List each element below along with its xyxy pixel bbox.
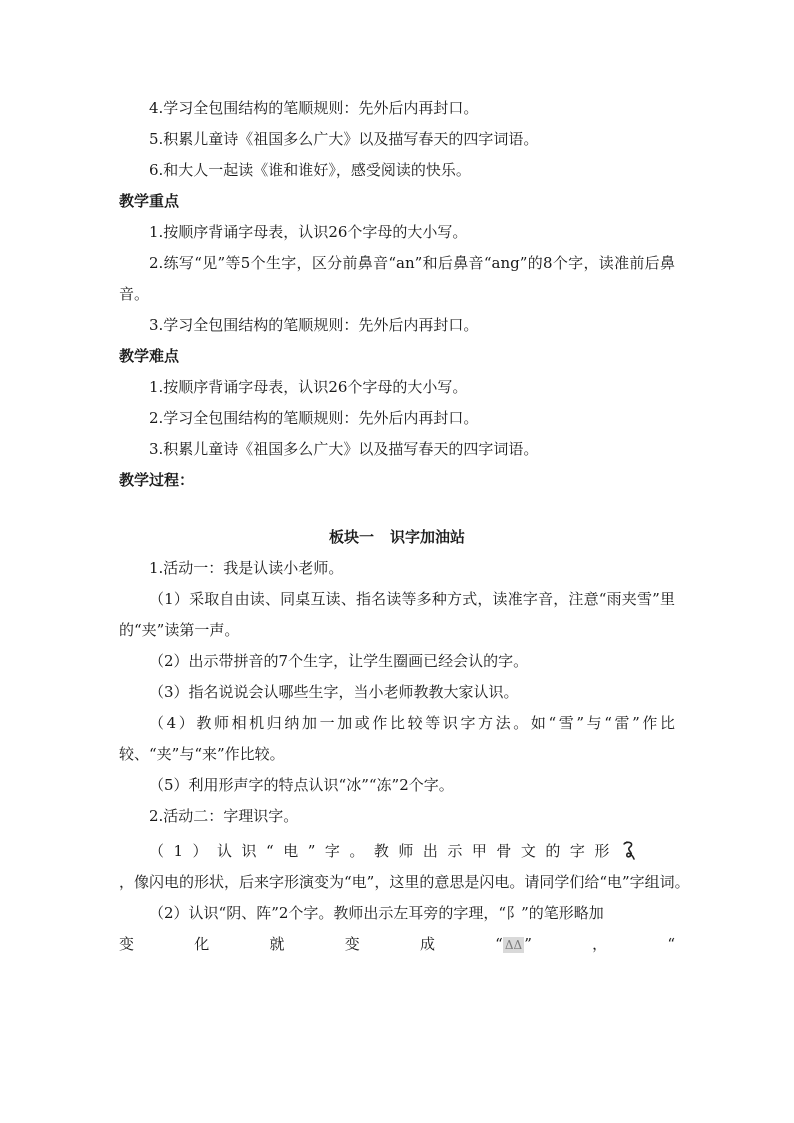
key-point-2: 2.练写“见”等5个生字，区分前鼻音“an”和后鼻音“ang”的8个字，读准前后鼻音。 [119, 254, 675, 303]
activity-1-item-2: （2）出示带拼音的7个生字，让学生圈画已经会认的字。 [149, 652, 529, 670]
objective-4: 4.学习全包围结构的笔顺规则：先外后内再封口。 [149, 99, 479, 117]
comma: ， [592, 935, 608, 953]
activity-1-item-1: （1）采取自由读、同桌互读、指名读等多种方式，读准字音，注意“雨夹雪”里的“夹”读第一声。 [119, 590, 675, 639]
word-hua: 化 [194, 935, 210, 953]
oracle-bone-lightning-icon [621, 840, 639, 862]
ancient-form-quote [495, 929, 532, 960]
process-heading: 教学过程： [119, 471, 195, 489]
document-page [119, 93, 690, 960]
activity-2-item-1 [119, 836, 675, 867]
activity-2: 2.活动二：字理识字。 [149, 807, 299, 825]
word-jiu: 就 [269, 935, 285, 953]
difficulty-3: 3.积累儿童诗《祖国多么广大》以及描写春天的四字词语。 [149, 440, 539, 458]
ancient-form-image: ΔΔ [504, 938, 523, 952]
word-cheng: 成 [419, 935, 435, 953]
word-bian: 变 [119, 935, 135, 953]
quote-close: ” [524, 935, 532, 953]
activity-1: 1.活动一：我是认读小老师。 [149, 559, 344, 577]
objective-5: 5.积累儿童诗《祖国多么广大》以及描写春天的四字词语。 [149, 130, 539, 148]
activity-2-item-2-row [119, 929, 675, 960]
activity-2-item-1-cont: ，像闪电的形状，后来字形演变为“电”，这里的意思是闪电。请同学们给“电”字组词。 [119, 873, 690, 891]
key-point-3: 3.学习全包围结构的笔顺规则：先外后内再封口。 [149, 316, 479, 334]
key-point-1: 1.按顺序背诵字母表，认识26个字母的大小写。 [149, 223, 468, 241]
section-name: 识字加油站 [390, 528, 466, 546]
section-label: 板块一 [328, 528, 374, 546]
activity-1-item-4: （4）教师相机归纳加一加或作比较等识字方法。如“雪”与“雷”作比较、“夹”与“来”作比较。 [119, 714, 675, 763]
word-bian-2: 变 [344, 935, 360, 953]
section-title [119, 522, 675, 553]
trailing-quote: “ [667, 935, 675, 953]
difficulty-1: 1.按顺序背诵字母表，认识26个字母的大小写。 [149, 378, 468, 396]
difficulty-2: 2.学习全包围结构的笔顺规则：先外后内再封口。 [149, 409, 479, 427]
difficulties-heading: 教学难点 [119, 347, 180, 365]
activity-1-item-3: （3）指名说说会认哪些生字，当小老师教教大家认识。 [149, 683, 519, 701]
activity-2-item-2: （2）认识“阴、阵”2个字。教师出示左耳旁的字理，“阝”的笔形略加 [149, 904, 604, 922]
activity-2-item-1-text: （1）认识“电”字。教师出示甲骨文的字形 [149, 842, 619, 860]
key-points-heading: 教学重点 [119, 192, 180, 210]
quote-open: “ [495, 935, 503, 953]
objective-6: 6.和大人一起读《谁和谁好》，感受阅读的快乐。 [149, 161, 471, 179]
activity-1-item-5: （5）利用形声字的特点认识“冰”“冻”2个字。 [149, 776, 454, 794]
